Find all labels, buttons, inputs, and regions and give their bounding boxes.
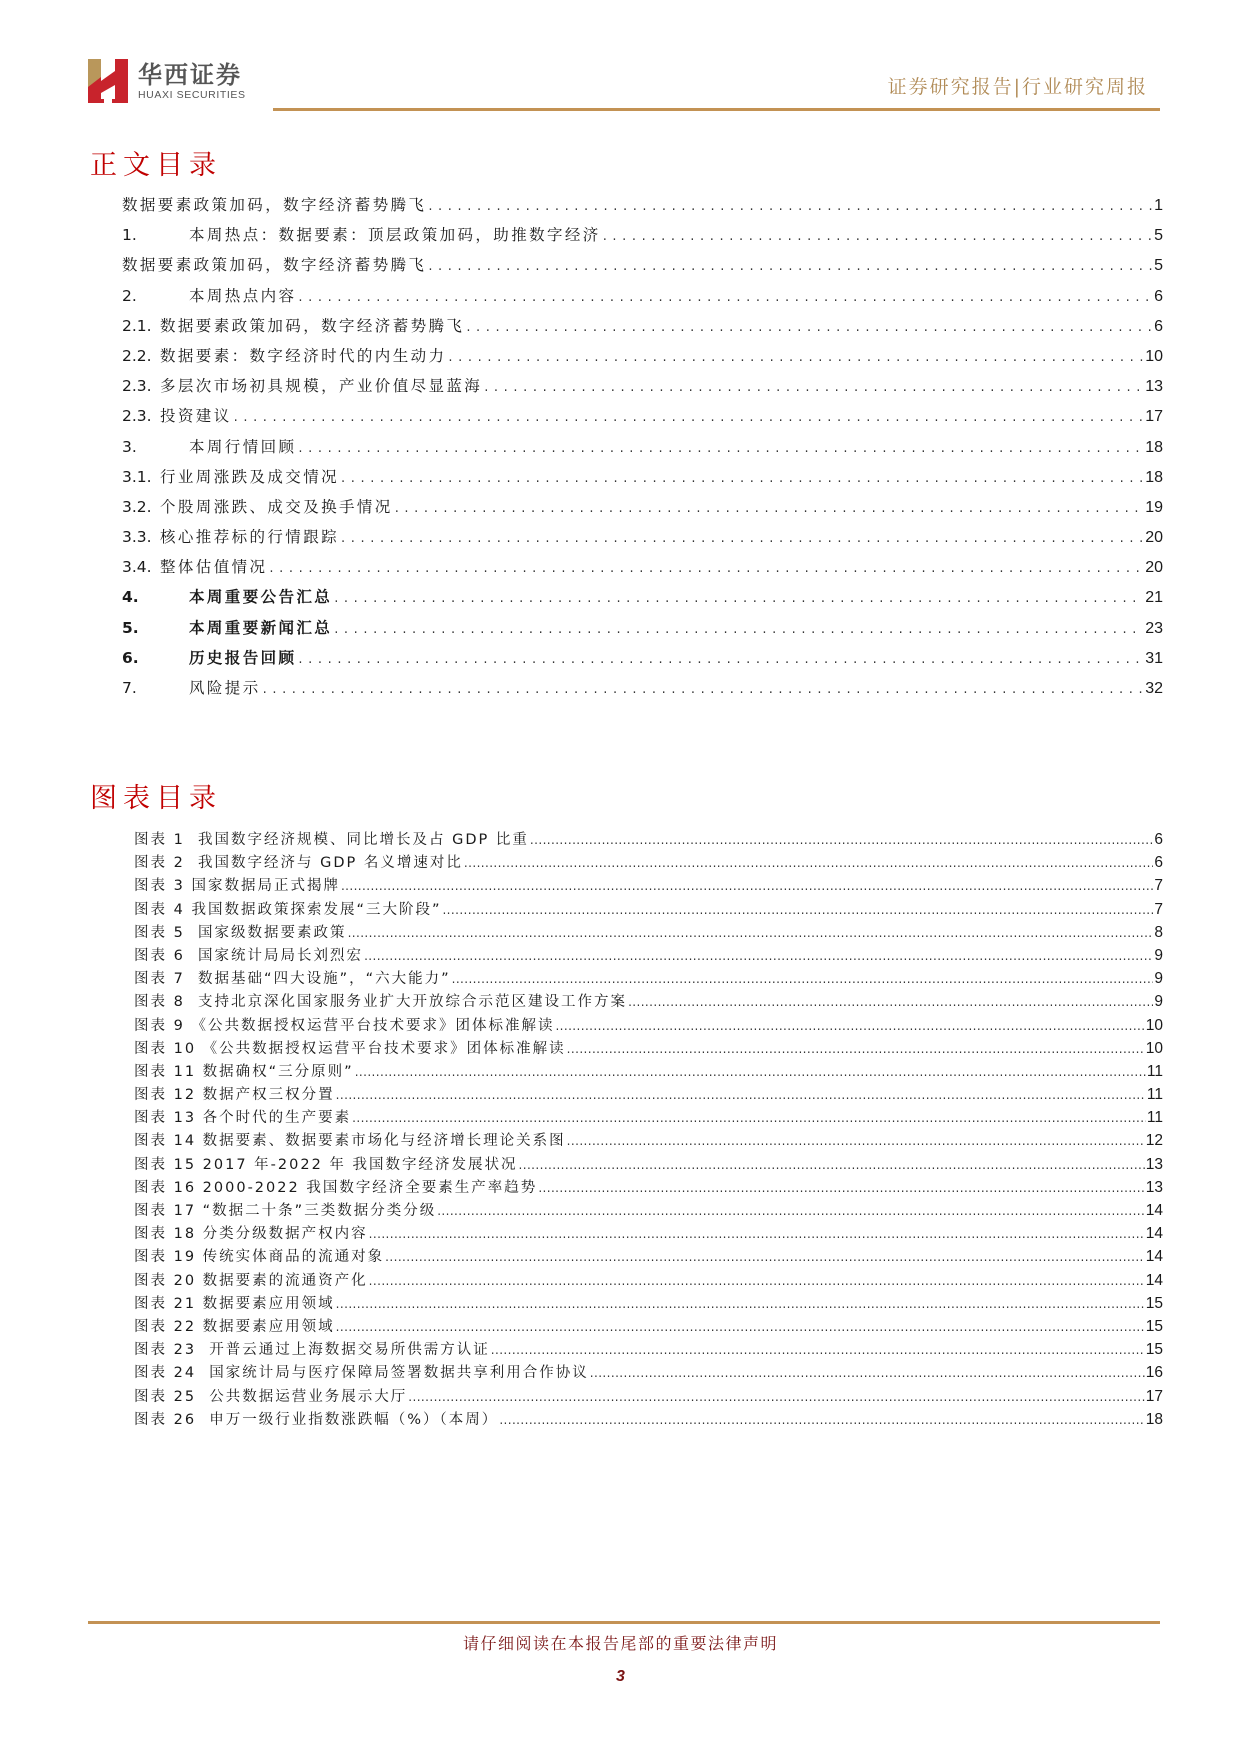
leader-dots xyxy=(428,199,1152,214)
toc-item[interactable] xyxy=(122,495,1163,525)
figure-item-page: 16 xyxy=(1145,1364,1163,1382)
figure-item-page: 15 xyxy=(1145,1294,1163,1312)
leader-dots xyxy=(369,1227,1145,1241)
leader-dots xyxy=(364,949,1153,963)
toc-item-number: 4. xyxy=(122,588,139,607)
toc-item-label: 个股周涨跌、成交及换手情况 xyxy=(160,497,393,516)
figure-item-label: 图表 22 数据要素应用领域 xyxy=(134,1318,335,1335)
figure-item[interactable] xyxy=(134,1292,1163,1315)
toc-item-label: 整体估值情况 xyxy=(160,558,268,577)
figure-item-page: 9 xyxy=(1154,993,1163,1011)
toc-item[interactable] xyxy=(122,344,1163,374)
toc-item-page: 1 xyxy=(1154,197,1163,214)
figure-item-page: 11 xyxy=(1146,1062,1163,1080)
figure-item-page: 6 xyxy=(1154,831,1163,848)
company-logo xyxy=(88,58,246,104)
figure-item[interactable] xyxy=(134,1129,1163,1152)
toc-item[interactable] xyxy=(122,223,1163,253)
toc-item-page: 20 xyxy=(1145,529,1163,547)
figure-item[interactable] xyxy=(134,898,1163,921)
toc-item-page: 17 xyxy=(1145,408,1163,426)
leader-dots xyxy=(355,1065,1146,1079)
toc-item-label: 本周热点内容 xyxy=(189,286,297,305)
toc-item[interactable] xyxy=(122,374,1163,404)
toc-item-number: 5. xyxy=(122,618,139,637)
leader-dots xyxy=(567,1042,1145,1056)
figure-item-label: 图表 10 《公共数据授权运营平台技术要求》团体标准解读 xyxy=(134,1040,566,1057)
legal-disclaimer: 请仔细阅读在本报告尾部的重要法律声明 xyxy=(462,1634,778,1653)
toc-item-page: 6 xyxy=(1154,317,1163,335)
leader-dots xyxy=(437,1204,1145,1218)
leader-dots xyxy=(269,561,1143,576)
toc-item-label: 投资建议 xyxy=(160,407,232,426)
figure-item-page: 6 xyxy=(1154,854,1163,872)
figure-item[interactable] xyxy=(134,967,1163,990)
figure-item-label: 图表 4 我国数据政策探索发展“三大阶段” xyxy=(134,901,442,918)
figure-item-label: 图表 24 国家统计局与医疗保障局签署数据共享利用合作协议 xyxy=(134,1365,589,1382)
figure-item-page: 17 xyxy=(1145,1387,1163,1405)
leader-dots xyxy=(395,501,1144,516)
toc-item-page: 18 xyxy=(1145,468,1163,486)
toc-item[interactable] xyxy=(122,676,1163,706)
toc-item[interactable] xyxy=(122,525,1163,555)
toc-item-page: 21 xyxy=(1145,589,1163,607)
leader-dots xyxy=(538,1181,1144,1195)
leader-dots xyxy=(341,531,1143,546)
toc-item-number: 2.1. xyxy=(122,316,152,335)
figure-item-label: 图表 15 2017 年-2022 年 我国数字经济发展状况 xyxy=(134,1156,518,1173)
leader-dots xyxy=(484,380,1143,395)
toc-item-number: 7. xyxy=(122,679,137,697)
figure-item-label: 图表 1 我国数字经济规模、同比增长及占 GDP 比重 xyxy=(134,832,529,848)
figure-item-label: 图表 6 国家统计局局长刘烈宏 xyxy=(134,947,364,964)
figure-item-page: 13 xyxy=(1145,1178,1163,1196)
figure-item[interactable] xyxy=(134,1037,1163,1060)
figure-item[interactable] xyxy=(134,1222,1163,1245)
leader-dots xyxy=(369,1274,1145,1288)
figure-item-page: 11 xyxy=(1146,1109,1163,1127)
figure-item-page: 9 xyxy=(1154,970,1163,988)
figure-item[interactable] xyxy=(134,944,1163,967)
toc-item-number: 3.1. xyxy=(122,467,152,486)
toc-item[interactable] xyxy=(122,555,1163,585)
figure-item[interactable] xyxy=(134,1338,1163,1361)
toc-item-page: 13 xyxy=(1145,378,1163,396)
toc-item-page: 23 xyxy=(1145,619,1163,637)
toc-item-label: 数据要素政策加码，数字经济蓄势腾飞 xyxy=(122,196,427,214)
figure-item[interactable] xyxy=(134,828,1163,851)
toc-item-page: 19 xyxy=(1145,498,1163,516)
leader-dots xyxy=(334,622,1143,637)
figure-item-label: 图表 19 传统实体商品的流通对象 xyxy=(134,1249,385,1266)
leader-dots xyxy=(352,1111,1146,1125)
toc-item-number: 3.3. xyxy=(122,528,152,547)
page-number: 3 xyxy=(616,1668,625,1685)
figure-item[interactable] xyxy=(134,921,1163,944)
logo-chinese-name: 华西证券 xyxy=(138,59,242,89)
figure-item-page: 10 xyxy=(1145,1016,1163,1034)
figure-item[interactable] xyxy=(134,1014,1163,1037)
figure-item-page: 9 xyxy=(1154,946,1163,964)
leader-dots xyxy=(428,259,1152,274)
toc-item-number: 2.3. xyxy=(122,407,152,426)
leader-dots xyxy=(555,1019,1144,1033)
toc-item[interactable] xyxy=(122,585,1163,615)
figure-item-page: 14 xyxy=(1145,1225,1163,1243)
toc-item-number: 3.2. xyxy=(122,497,152,516)
figure-item-label: 图表 20 数据要素的流通资产化 xyxy=(134,1272,368,1289)
figure-item[interactable] xyxy=(134,990,1163,1013)
figures-list xyxy=(134,828,1163,1431)
figure-item-page: 14 xyxy=(1145,1271,1163,1289)
toc-list xyxy=(122,193,1163,706)
toc-item-label: 本周重要公告汇总 xyxy=(189,588,333,607)
leader-dots xyxy=(466,320,1152,335)
leader-dots xyxy=(298,441,1143,456)
toc-item-label: 数据要素政策加码，数字经济蓄势腾飞 xyxy=(122,256,427,275)
figure-item[interactable] xyxy=(134,1106,1163,1129)
leader-dots xyxy=(464,856,1153,870)
figure-item-page: 8 xyxy=(1154,923,1163,941)
leader-dots xyxy=(567,1134,1145,1148)
figure-item-page: 11 xyxy=(1146,1086,1163,1104)
figure-item-page: 13 xyxy=(1145,1155,1163,1173)
toc-item-number: 1. xyxy=(122,226,137,245)
figure-item[interactable] xyxy=(134,1315,1163,1338)
figure-item-page: 15 xyxy=(1145,1341,1163,1359)
leader-dots xyxy=(341,879,1153,893)
leader-dots xyxy=(336,1088,1146,1102)
figure-item-label: 图表 16 2000-2022 我国数字经济全要素生产率趋势 xyxy=(134,1179,538,1196)
leader-dots xyxy=(519,1158,1145,1172)
toc-item-page: 20 xyxy=(1145,559,1163,577)
leader-dots xyxy=(385,1250,1145,1264)
leader-dots xyxy=(336,1297,1145,1311)
leader-dots xyxy=(442,903,1153,917)
toc-item-label: 核心推荐标的行情跟踪 xyxy=(160,528,340,547)
leader-dots xyxy=(408,1390,1144,1404)
figure-item[interactable] xyxy=(134,1408,1163,1431)
figure-item-label: 图表 26 申万一级行业指数涨跌幅（%）（本周） xyxy=(134,1411,499,1428)
figure-item-label: 图表 23 开普云通过上海数据交易所供需方认证 xyxy=(134,1342,490,1359)
toc-item-number: 3.4. xyxy=(122,558,152,577)
footer-divider xyxy=(88,1621,1160,1624)
toc-item[interactable] xyxy=(122,646,1163,676)
figure-item[interactable] xyxy=(134,1060,1163,1083)
figure-item-label: 图表 11 数据确权“三分原则” xyxy=(134,1063,354,1080)
leader-dots xyxy=(448,350,1143,365)
figure-item-page: 14 xyxy=(1145,1248,1163,1266)
logo-english-name: HUAXI SECURITIES xyxy=(138,88,246,101)
figures-title: 图表目录 xyxy=(90,783,222,814)
toc-item[interactable] xyxy=(122,314,1163,344)
figure-item[interactable] xyxy=(134,1199,1163,1222)
toc-item-label: 行业周涨跌及成交情况 xyxy=(160,467,340,486)
figure-item[interactable] xyxy=(134,1153,1163,1176)
figure-item-label: 图表 3 国家数据局正式揭牌 xyxy=(134,878,340,895)
figure-item-label: 图表 18 分类分级数据产权内容 xyxy=(134,1226,368,1243)
toc-item[interactable] xyxy=(122,404,1163,434)
figure-item-label: 图表 13 各个时代的生产要素 xyxy=(134,1110,352,1127)
leader-dots xyxy=(590,1366,1145,1380)
leader-dots xyxy=(530,833,1153,847)
leader-dots xyxy=(603,229,1152,244)
toc-item-page: 5 xyxy=(1154,257,1163,275)
figure-item[interactable] xyxy=(134,1245,1163,1268)
leader-dots xyxy=(334,591,1143,606)
figure-item-label: 图表 2 我国数字经济与 GDP 名义增速对比 xyxy=(134,855,463,872)
figure-item-label: 图表 12 数据产权三权分置 xyxy=(134,1087,335,1104)
figure-item-page: 7 xyxy=(1154,900,1163,918)
toc-item-label: 多层次市场初具规模，产业价值尽显蓝海 xyxy=(160,377,483,396)
figure-item-page: 7 xyxy=(1154,877,1163,895)
figure-item-label: 图表 8 支持北京深化国家服务业扩大开放综合示范区建设工作方案 xyxy=(134,994,628,1011)
toc-item-page: 31 xyxy=(1145,649,1163,667)
toc-item-number: 2. xyxy=(122,286,137,305)
report-type-tag: 证券研究报告|行业研究周报 xyxy=(887,76,1148,98)
figure-item[interactable] xyxy=(134,851,1163,874)
figure-item-page: 15 xyxy=(1145,1317,1163,1335)
toc-item[interactable] xyxy=(122,616,1163,646)
toc-item-page: 32 xyxy=(1145,680,1163,697)
leader-dots xyxy=(499,1413,1144,1427)
toc-item[interactable] xyxy=(122,193,1163,223)
figure-item[interactable] xyxy=(134,1361,1163,1384)
toc-item-label: 历史报告回顾 xyxy=(189,648,297,667)
toc-title: 正文目录 xyxy=(90,150,222,181)
figure-item-page: 18 xyxy=(1145,1410,1163,1428)
figure-item-page: 10 xyxy=(1145,1039,1163,1057)
figure-item[interactable] xyxy=(134,874,1163,897)
toc-item-label: 数据要素：数字经济时代的内生动力 xyxy=(160,346,447,365)
figure-item-page: 14 xyxy=(1145,1202,1163,1219)
toc-item-page: 6 xyxy=(1154,287,1163,305)
leader-dots xyxy=(491,1343,1145,1357)
toc-item-label: 风险提示 xyxy=(189,679,261,697)
toc-item-label: 本周重要新闻汇总 xyxy=(189,618,333,637)
figure-item[interactable] xyxy=(134,1385,1163,1408)
toc-item-page: 18 xyxy=(1145,438,1163,456)
toc-item-number: 3. xyxy=(122,437,137,456)
figure-item[interactable] xyxy=(134,1176,1163,1199)
figure-item-label: 图表 5 国家级数据要素政策 xyxy=(134,924,347,941)
toc-item-label: 数据要素政策加码，数字经济蓄势腾飞 xyxy=(160,316,465,335)
figure-item-label: 图表 21 数据要素应用领域 xyxy=(134,1295,335,1312)
leader-dots xyxy=(298,290,1152,305)
figure-item[interactable] xyxy=(134,1083,1163,1106)
figure-item-page: 12 xyxy=(1145,1132,1163,1150)
toc-item[interactable] xyxy=(122,284,1163,314)
toc-item[interactable] xyxy=(122,253,1163,283)
toc-item-page: 5 xyxy=(1154,227,1163,245)
figure-item-label: 图表 7 数据基础“四大设施”，“六大能力” xyxy=(134,971,451,988)
figure-item-label: 图表 17 “数据二十条”三类数据分类分级 xyxy=(134,1203,437,1219)
figure-item-label: 图表 9 《公共数据授权运营平台技术要求》团体标准解读 xyxy=(134,1017,555,1034)
leader-dots xyxy=(234,410,1144,425)
leader-dots xyxy=(341,471,1143,486)
figure-item-label: 图表 25 公共数据运营业务展示大厅 xyxy=(134,1388,408,1405)
leader-dots xyxy=(336,1320,1145,1334)
figure-item[interactable] xyxy=(134,1269,1163,1292)
leader-dots xyxy=(348,926,1154,940)
toc-item-label: 本周热点：数据要素：顶层政策加码，助推数字经济 xyxy=(189,226,601,245)
huaxi-logo-icon xyxy=(88,59,128,103)
toc-item-number: 2.3. xyxy=(122,377,152,396)
toc-item-page: 10 xyxy=(1145,347,1163,365)
leader-dots xyxy=(628,995,1153,1009)
header-divider xyxy=(273,108,1160,111)
toc-item-number: 2.2. xyxy=(122,346,152,365)
toc-item[interactable] xyxy=(122,435,1163,465)
leader-dots xyxy=(298,652,1143,667)
figure-item-label: 图表 14 数据要素、数据要素市场化与经济增长理论关系图 xyxy=(134,1133,566,1150)
toc-item-number: 6. xyxy=(122,648,139,667)
leader-dots xyxy=(263,682,1144,697)
leader-dots xyxy=(452,972,1154,986)
toc-item[interactable] xyxy=(122,465,1163,495)
toc-item-label: 本周行情回顾 xyxy=(189,437,297,456)
